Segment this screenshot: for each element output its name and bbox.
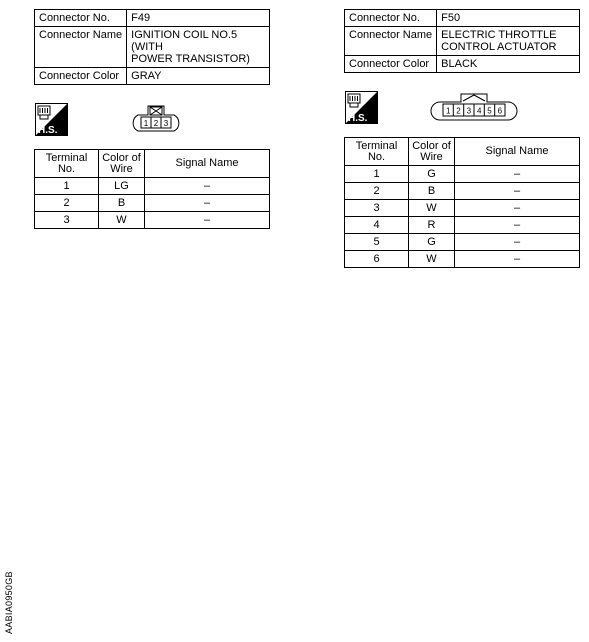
pin-label: 3 [163,119,169,128]
connector-face-f50 [428,91,520,123]
wire-color-header-line1: Color of [102,151,141,164]
pin-label: 2 [456,106,461,116]
figure-code: AABIA0950GB [4,571,14,634]
terminal-table-header [35,150,270,178]
terminal-no-cell: 1 [35,178,99,195]
connector-name-row [345,27,580,56]
connector-no-value: F49 [127,10,270,27]
wire-color-cell: LG [99,178,145,195]
signal-name-cell: – [145,212,270,229]
wire-color-header [409,138,455,166]
pin-label: 5 [487,106,492,116]
connector-name-value [127,27,270,68]
signal-name-cell: – [455,200,580,217]
signal-name-header: Signal Name [455,138,580,166]
wire-color-header-line1: Color of [412,139,451,152]
terminal-table [344,137,580,268]
table-row [345,234,580,251]
wire-color-cell: G [409,166,455,183]
connector-face-f49 [128,103,184,133]
connector-name-line2: CONTROL ACTUATOR [441,41,557,53]
table-row [345,200,580,217]
signal-name-header: Signal Name [145,150,270,178]
terminal-no-cell: 4 [345,217,409,234]
pin-label: 1 [445,106,451,116]
wire-color-cell: W [409,251,455,268]
signal-name-cell: – [455,183,580,200]
signal-name-cell: – [145,178,270,195]
connector-panel-f50 [344,9,580,268]
table-row [345,183,580,200]
connector-name-row [35,27,270,68]
connector-no-row [345,10,580,27]
table-row [35,178,270,195]
connector-info-table [34,9,270,85]
hs-badge-text: H.S. [348,113,368,124]
connector-color-label: Connector Color [345,56,437,73]
connector-panel-f49 [34,9,270,229]
pin-label: 3 [466,106,472,116]
connector-symbols [34,103,270,143]
wire-color-header-line2: Wire [420,150,443,163]
hs-harness-side-icon [35,103,68,136]
pin-label: 4 [476,106,482,116]
terminal-no-cell: 2 [35,195,99,212]
connector-symbols [344,91,580,131]
wire-color-cell: B [99,195,145,212]
connector-name-label: Connector Name [35,27,127,68]
connector-name-line1: ELECTRIC THROTTLE [441,29,557,41]
table-row [345,217,580,234]
connector-name-line2: POWER TRANSISTOR) [131,53,250,65]
connector-color-value: GRAY [127,68,270,85]
connector-no-label: Connector No. [345,10,437,27]
wire-color-header-line2: Wire [110,162,133,175]
terminal-table-header [345,138,580,166]
signal-name-cell: – [455,251,580,268]
terminal-no-cell: 2 [345,183,409,200]
terminal-no-cell: 6 [345,251,409,268]
terminal-no-cell: 3 [345,200,409,217]
connector-color-row [35,68,270,85]
wire-color-cell: W [99,212,145,229]
connector-no-row [35,10,270,27]
connector-name-label: Connector Name [345,27,437,56]
signal-name-cell: – [455,217,580,234]
connector-color-value: BLACK [437,56,580,73]
connector-no-value: F50 [437,10,580,27]
connector-no-label: Connector No. [35,10,127,27]
table-row [35,212,270,229]
connector-info-table [344,9,580,73]
connector-name-value [437,27,580,56]
terminal-no-cell: 1 [345,166,409,183]
table-row [345,166,580,183]
terminal-table [34,149,270,229]
table-row [35,195,270,212]
terminal-no-header: Terminal No. [35,150,99,178]
signal-name-cell: – [455,234,580,251]
connector-color-row [345,56,580,73]
wire-color-header [99,150,145,178]
wire-color-cell: B [409,183,455,200]
wire-color-cell: G [409,234,455,251]
signal-name-cell: – [455,166,580,183]
signal-name-cell: – [145,195,270,212]
connector-name-line1: IGNITION COIL NO.5 (WITH [131,29,238,53]
terminal-no-header: Terminal No. [345,138,409,166]
pin-label: 6 [497,106,503,116]
pin-label: 2 [153,119,159,128]
connector-color-label: Connector Color [35,68,127,85]
pin-label: 1 [143,119,149,128]
terminal-no-cell: 5 [345,234,409,251]
wire-color-cell: R [409,217,455,234]
terminal-no-cell: 3 [35,212,99,229]
hs-harness-side-icon [345,91,378,124]
hs-badge-text: H.S. [38,125,58,136]
table-row [345,251,580,268]
wire-color-cell: W [409,200,455,217]
